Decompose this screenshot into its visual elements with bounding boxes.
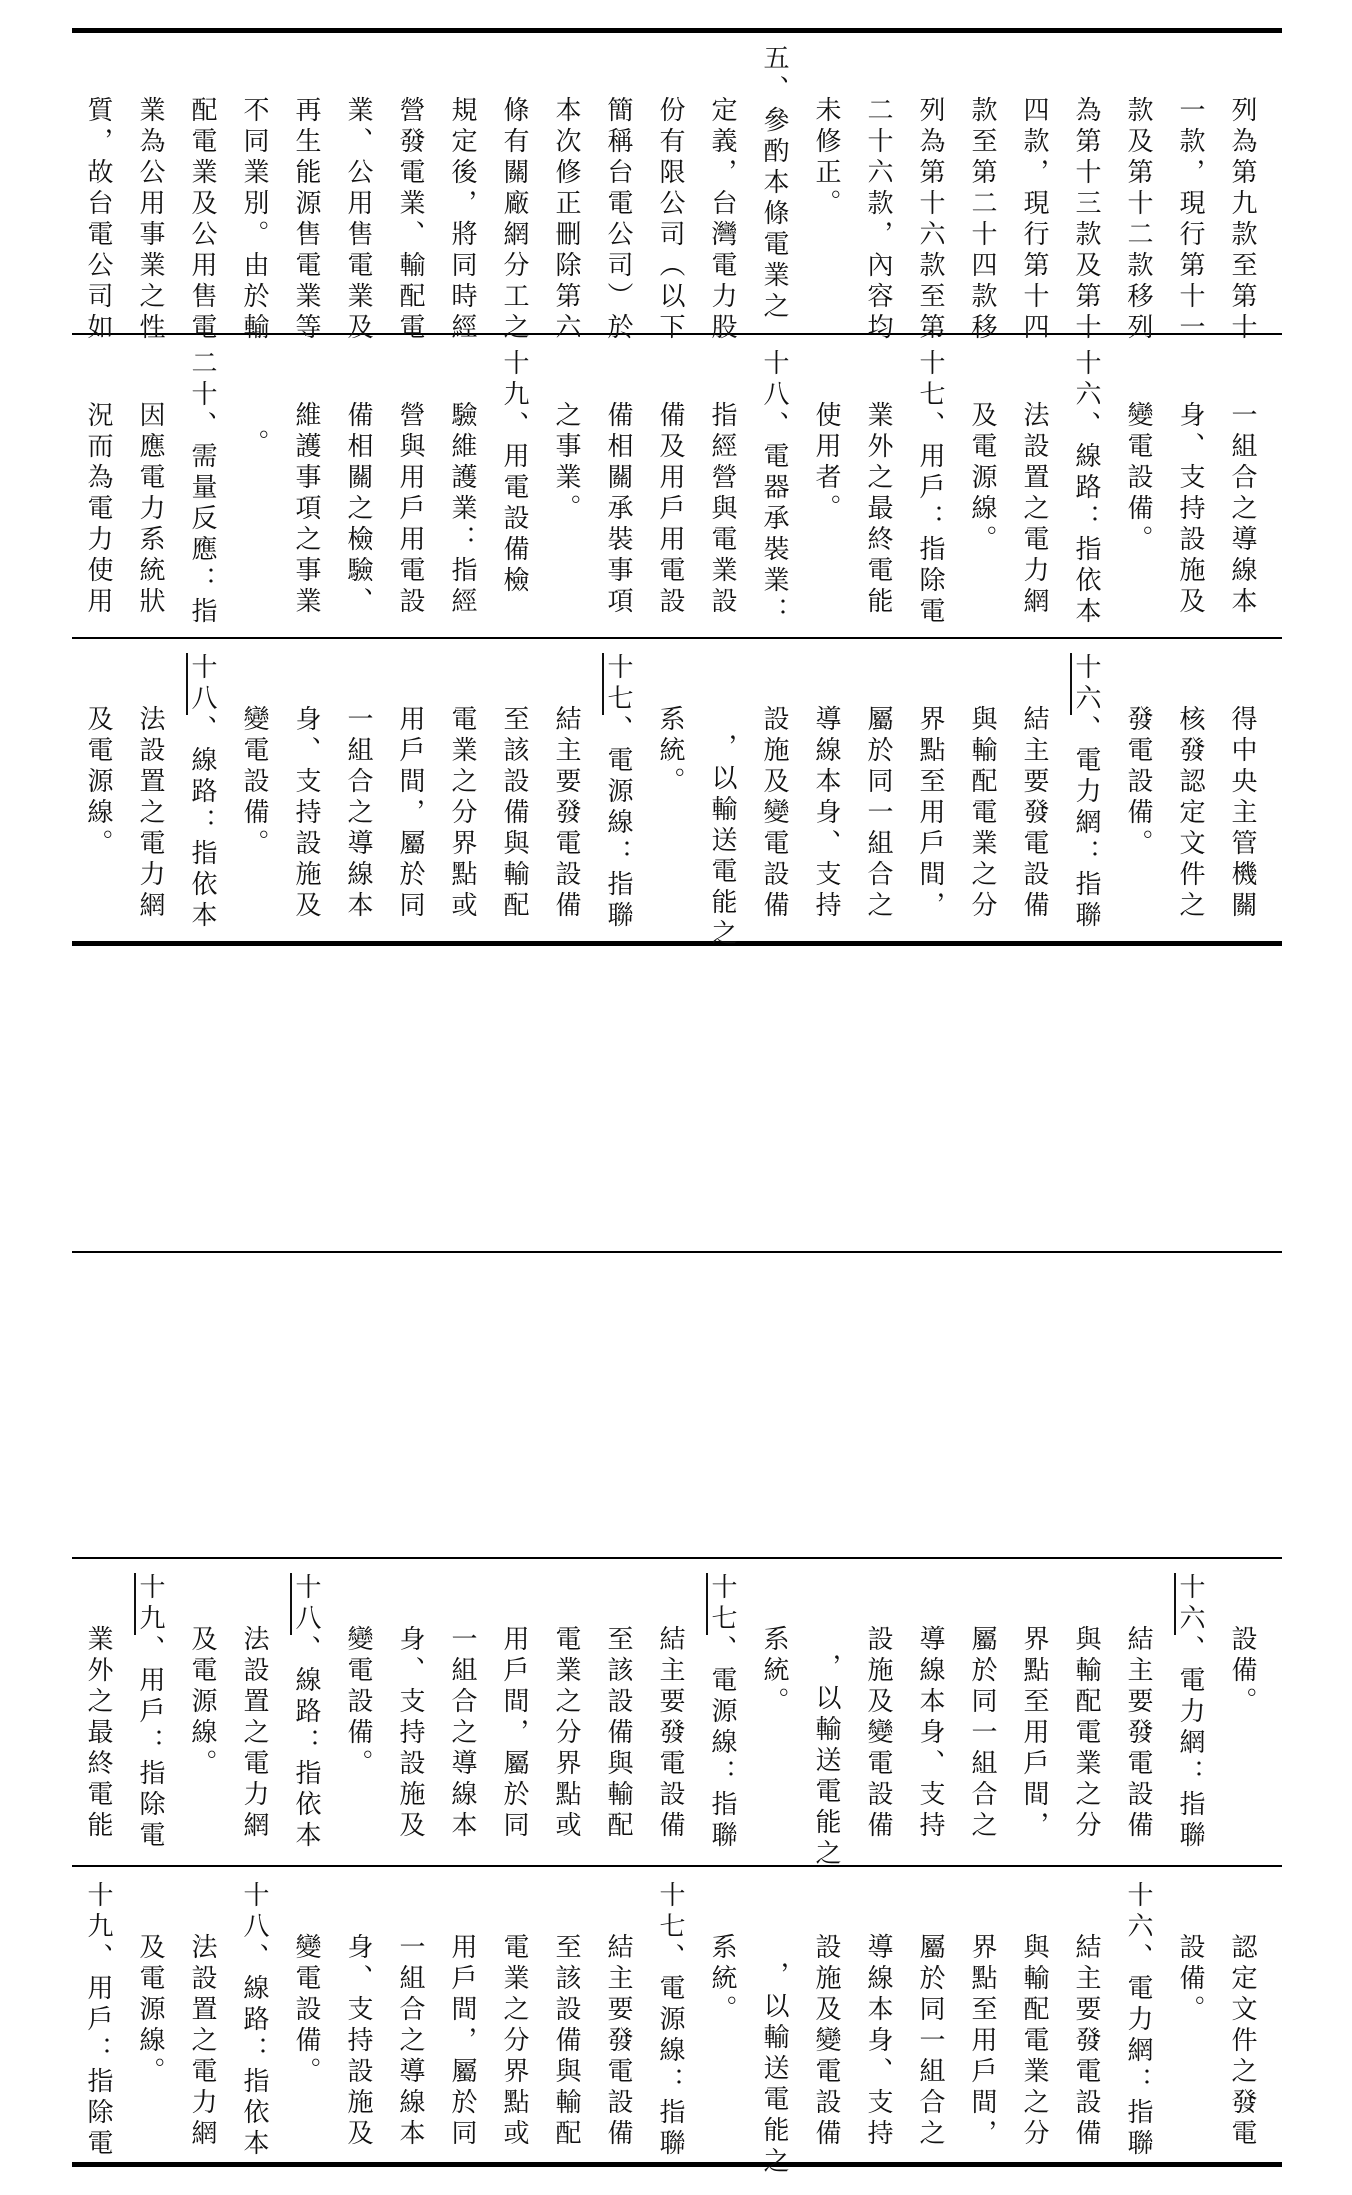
text-line: 結主要發電設備 <box>655 1625 685 1842</box>
text-column <box>286 44 342 344</box>
text-column <box>1014 349 1070 618</box>
text-line: 一組合之導線本 <box>1227 401 1257 618</box>
text-column <box>910 44 966 344</box>
text-line: 業外之最終電能 <box>863 401 893 618</box>
text-line: 結主要發電設備 <box>603 1933 633 2150</box>
text-line: 備及用戶用電設 <box>655 401 685 618</box>
underlined-clause-number: 十七 <box>707 1573 737 1635</box>
text-line: 備相關承裝事項 <box>603 401 633 618</box>
text-line: 營與用戶用電設 <box>395 401 425 618</box>
text-column <box>182 1881 238 2150</box>
text-line: 得中央主管機關 <box>1227 705 1257 922</box>
text-column <box>130 1881 186 2088</box>
text-column <box>1014 653 1070 922</box>
text-column <box>1222 1881 1278 2150</box>
text-column <box>650 44 706 344</box>
text-column <box>598 1573 654 1842</box>
text-line: 設施及變電設備 <box>759 705 789 922</box>
text-column <box>1222 653 1278 922</box>
text-line: 之事業。 <box>551 401 581 525</box>
text-line: 與輸配電業之分 <box>967 705 997 922</box>
text-line: 系統。 <box>759 1625 789 1718</box>
text-line-rest: 、電源線：指聯 <box>603 715 633 932</box>
text-line: 至該設備與輸配 <box>603 1625 633 1842</box>
text-line: 法設置之電力網 <box>1019 401 1049 618</box>
text-line: 不同業別。由於輸 <box>239 96 269 344</box>
text-line: 及電源線。 <box>135 1933 165 2088</box>
text-column <box>1014 1881 1070 2150</box>
text-column <box>806 1881 862 2150</box>
text-line: 電業之分界點或 <box>499 1933 529 2150</box>
text-column <box>650 1881 706 2160</box>
text-column <box>1066 44 1122 344</box>
text-line: 法設置之電力網 <box>135 705 165 922</box>
text-line: 結主要發電設備 <box>1123 1625 1153 1842</box>
text-line: 本次修正刪除第六 <box>551 96 581 344</box>
text-column <box>754 653 810 922</box>
text-column <box>494 44 550 344</box>
text-column <box>702 1881 758 2026</box>
text-column <box>390 1881 446 2150</box>
text-column <box>182 1573 238 1780</box>
text-line: 營發電業、輸配電 <box>395 96 425 344</box>
text-line <box>598 653 638 932</box>
text-line-rest: 、電力網：指聯 <box>1071 715 1101 932</box>
text-line: 條有關廠網分工之 <box>499 96 529 344</box>
text-line: 認定文件之發電 <box>1227 1933 1257 2150</box>
text-line: 驗維護業：指經 <box>447 401 477 618</box>
text-column <box>1014 1573 1070 1842</box>
text-line: 質，故台電公司如 <box>83 96 113 344</box>
text-column <box>494 349 550 597</box>
text-line: 一款，現行第十一 <box>1175 96 1205 344</box>
text-line: 身、支持設施及 <box>343 1933 373 2150</box>
text-line: 及電源線。 <box>83 705 113 860</box>
text-column <box>442 1573 498 1842</box>
text-column <box>338 44 394 344</box>
text-column <box>338 653 394 922</box>
text-column <box>1118 44 1174 344</box>
text-line: 系統。 <box>707 1933 737 2026</box>
bottom-border-rule <box>72 2162 1282 2167</box>
text-column <box>650 349 706 618</box>
text-line: 。 <box>239 429 269 460</box>
text-line: 一組合之導線本 <box>447 1625 477 1842</box>
text-line: 業外之最終電能 <box>83 1625 113 1842</box>
text-line: 因應電力系統狀 <box>135 401 165 618</box>
column-divider-rule <box>72 1865 1282 1867</box>
column-divider-rule <box>72 1251 1282 1253</box>
text-column <box>1170 1573 1226 1852</box>
text-column <box>806 1573 862 1870</box>
text-column <box>962 653 1018 922</box>
underlined-clause-number: 十六 <box>1071 653 1101 715</box>
text-column <box>130 1573 186 1852</box>
text-column <box>442 349 498 618</box>
text-line <box>702 1573 742 1852</box>
text-column <box>130 653 186 922</box>
text-column <box>598 349 654 618</box>
text-line: 電業之分界點或 <box>447 705 477 922</box>
text-line: 款至第二十四款移 <box>967 96 997 344</box>
text-line: 列為第十六款至第 <box>915 96 945 344</box>
text-line: 至該設備與輸配 <box>551 1933 581 2150</box>
underlined-clause-number: 十六 <box>1175 1573 1205 1635</box>
text-column <box>546 1573 602 1842</box>
text-column <box>910 653 966 922</box>
text-line: ，以輸送電能之 <box>811 1653 841 1870</box>
text-column <box>962 44 1018 344</box>
text-column <box>858 1881 914 2150</box>
text-line: 簡稱台電公司）於 <box>603 96 633 344</box>
text-column <box>546 1881 602 2150</box>
text-line: 結主要發電設備 <box>1019 705 1049 922</box>
text-line: 十六、電力網：指聯 <box>1123 1881 1153 2160</box>
text-line: 屬於同一組合之 <box>863 705 893 922</box>
text-column <box>702 349 758 618</box>
text-column <box>78 653 134 860</box>
text-column <box>702 1573 758 1852</box>
text-line: 身、支持設施及 <box>1175 401 1205 618</box>
text-column <box>338 1573 394 1780</box>
text-column <box>546 44 602 344</box>
underlined-clause-number: 十九 <box>135 1573 165 1635</box>
text-line: 及電源線。 <box>187 1625 217 1780</box>
text-line: 業、公用售電業及 <box>343 96 373 344</box>
text-line: 指經營與電業設 <box>707 401 737 618</box>
text-column <box>1066 653 1122 932</box>
text-line: 電業之分界點或 <box>551 1625 581 1842</box>
text-line: 設施及變電設備 <box>863 1625 893 1842</box>
text-column <box>494 1573 550 1842</box>
text-column <box>442 653 498 922</box>
column-divider-rule <box>72 1557 1282 1559</box>
text-line <box>130 1573 170 1852</box>
text-line: 身、支持設施及 <box>291 705 321 922</box>
text-column <box>78 1881 134 2160</box>
underlined-clause-number: 十八 <box>291 1573 321 1635</box>
text-column <box>390 653 446 922</box>
text-column <box>546 349 602 525</box>
text-line: 為第十三款及第十 <box>1071 96 1101 344</box>
underlined-clause-number: 十七 <box>603 653 633 715</box>
text-line: 業為公用事業之性 <box>135 96 165 344</box>
text-line: 用戶間，屬於同 <box>395 705 425 922</box>
text-line: 變電設備。 <box>291 1933 321 2088</box>
text-line: 發電設備。 <box>1123 705 1153 860</box>
text-line: 配電業及公用售電 <box>187 96 217 344</box>
text-line: 變電設備。 <box>343 1625 373 1780</box>
text-column <box>182 349 238 628</box>
text-line <box>1170 1573 1210 1852</box>
text-line: 未修正。 <box>811 96 841 220</box>
text-line: 屬於同一組合之 <box>915 1933 945 2150</box>
text-line: 法設置之電力網 <box>187 1933 217 2150</box>
text-column <box>494 653 550 922</box>
text-column <box>130 349 186 618</box>
text-column <box>234 1573 290 1842</box>
text-column <box>858 1573 914 1842</box>
text-line: 結主要發電設備 <box>551 705 581 922</box>
text-column <box>234 653 290 860</box>
text-column <box>650 653 706 798</box>
text-line: 變電設備。 <box>1123 401 1153 556</box>
text-line: 維護事項之事業 <box>291 401 321 618</box>
text-line: 五、參酌本條電業之 <box>759 44 789 323</box>
text-column <box>910 1573 966 1842</box>
text-column <box>806 653 862 922</box>
text-line: 十八、線路：指依本 <box>239 1881 269 2160</box>
text-column <box>754 44 810 323</box>
text-line: 一組合之導線本 <box>343 705 373 922</box>
text-line <box>182 653 222 932</box>
text-line-rest: 、電力網：指聯 <box>1175 1635 1205 1852</box>
text-column <box>1170 349 1226 618</box>
text-line: 身、支持設施及 <box>395 1625 425 1842</box>
text-line: 用戶間，屬於同 <box>499 1625 529 1842</box>
text-line: 結主要發電設備 <box>1071 1933 1101 2150</box>
text-column <box>234 349 290 460</box>
text-line: ，以輸送電能之 <box>707 733 737 950</box>
text-line-rest: 、電源線：指聯 <box>707 1635 737 1852</box>
text-line: 規定後，將同時經 <box>447 96 477 344</box>
text-column <box>1118 653 1174 860</box>
text-column <box>182 44 238 344</box>
text-column <box>910 349 966 628</box>
text-line: 導線本身、支持 <box>863 1933 893 2150</box>
text-line: 界點至用戶間， <box>915 705 945 922</box>
text-line: 設備。 <box>1175 1933 1205 2026</box>
text-column <box>234 1881 290 2160</box>
text-line: 十九、用戶：指除電 <box>83 1881 113 2160</box>
text-column <box>702 44 758 344</box>
text-line: 十九、用電設備檢 <box>499 349 529 597</box>
text-column <box>806 349 862 525</box>
text-column <box>962 349 1018 556</box>
text-column <box>1222 44 1278 344</box>
text-line: 界點至用戶間， <box>967 1933 997 2150</box>
text-line: 四款，現行第十四 <box>1019 96 1049 344</box>
text-line: 界點至用戶間， <box>1019 1625 1049 1842</box>
text-column <box>390 44 446 344</box>
text-line: 變電設備。 <box>239 705 269 860</box>
text-column <box>1222 1573 1278 1718</box>
text-line: 二十、需量反應：指 <box>187 349 217 628</box>
text-column <box>702 653 758 950</box>
text-column <box>1170 1881 1226 2026</box>
text-column <box>338 349 394 618</box>
text-line-rest: 、線路：指依本 <box>187 715 217 932</box>
row-divider-rule <box>72 941 1282 946</box>
text-column <box>598 44 654 344</box>
text-column <box>806 44 862 220</box>
text-line: 使用者。 <box>811 401 841 525</box>
text-column <box>858 44 914 344</box>
text-column <box>858 653 914 922</box>
text-line: 系統。 <box>655 705 685 798</box>
text-line: 屬於同一組合之 <box>967 1625 997 1842</box>
text-line: 再生能源售電業等 <box>291 96 321 344</box>
underlined-clause-number: 十八 <box>187 653 217 715</box>
text-line: 一組合之導線本 <box>395 1933 425 2150</box>
text-column <box>390 1573 446 1842</box>
column-divider-rule <box>72 637 1282 639</box>
text-line: 定義，台灣電力股 <box>707 96 737 344</box>
text-line: 二十六款，內容均 <box>863 96 893 344</box>
text-column <box>910 1881 966 2150</box>
text-column <box>78 1573 134 1842</box>
text-line: 十八、電器承裝業： <box>759 349 789 628</box>
text-column <box>286 1881 342 2088</box>
text-line <box>1066 653 1106 932</box>
text-line: 十七、電源線：指聯 <box>655 1881 685 2160</box>
text-column <box>286 349 342 618</box>
text-column <box>546 653 602 922</box>
text-column <box>130 44 186 344</box>
text-column <box>78 349 134 618</box>
text-line-rest: 、線路：指依本 <box>291 1635 321 1852</box>
text-column <box>1118 1881 1174 2160</box>
text-column <box>442 1881 498 2150</box>
text-line: 列為第九款至第十 <box>1227 96 1257 344</box>
text-line: 與輸配電業之分 <box>1071 1625 1101 1842</box>
text-column <box>1066 1881 1122 2150</box>
text-line: 與輸配電業之分 <box>1019 1933 1049 2150</box>
text-column <box>1170 44 1226 344</box>
text-line: 備相關之檢驗、 <box>343 401 373 618</box>
text-line: 況而為電力使用 <box>83 401 113 618</box>
text-line: 設備。 <box>1227 1625 1257 1718</box>
text-column <box>1170 653 1226 922</box>
text-column <box>234 44 290 344</box>
text-column <box>1222 349 1278 618</box>
text-column <box>442 44 498 344</box>
text-line <box>286 1573 326 1852</box>
text-column <box>962 1573 1018 1842</box>
text-line: 導線本身、支持 <box>811 705 841 922</box>
text-column <box>338 1881 394 2150</box>
text-column <box>494 1881 550 2150</box>
text-line: 及電源線。 <box>967 401 997 556</box>
text-column <box>286 1573 342 1852</box>
text-column <box>598 653 654 932</box>
text-column <box>78 44 134 344</box>
text-column <box>1014 44 1070 344</box>
text-column <box>754 1573 810 1718</box>
text-line-rest: 、用戶：指除電 <box>135 1635 165 1852</box>
text-line: ，以輸送電能之 <box>759 1961 789 2178</box>
text-line: 設施及變電設備 <box>811 1933 841 2150</box>
text-column <box>1066 1573 1122 1842</box>
top-border-rule <box>72 28 1282 33</box>
text-line: 核發認定文件之 <box>1175 705 1205 922</box>
text-column <box>1118 349 1174 556</box>
text-line: 十六、線路：指依本 <box>1071 349 1101 628</box>
text-column <box>390 349 446 618</box>
text-column <box>1066 349 1122 628</box>
text-column <box>858 349 914 618</box>
text-line: 至該設備與輸配 <box>499 705 529 922</box>
text-line: 款及第十二款移列 <box>1123 96 1153 344</box>
text-column <box>754 1881 810 2178</box>
text-line: 導線本身、支持 <box>915 1625 945 1842</box>
text-line: 用戶間，屬於同 <box>447 1933 477 2150</box>
text-column <box>598 1881 654 2150</box>
text-column <box>962 1881 1018 2150</box>
text-line: 十七、用戶：指除電 <box>915 349 945 628</box>
text-column <box>1118 1573 1174 1842</box>
text-line: 份有限公司（以下 <box>655 96 685 344</box>
text-column <box>286 653 342 922</box>
text-column <box>650 1573 706 1842</box>
text-column <box>182 653 238 932</box>
text-line: 法設置之電力網 <box>239 1625 269 1842</box>
text-column <box>754 349 810 628</box>
